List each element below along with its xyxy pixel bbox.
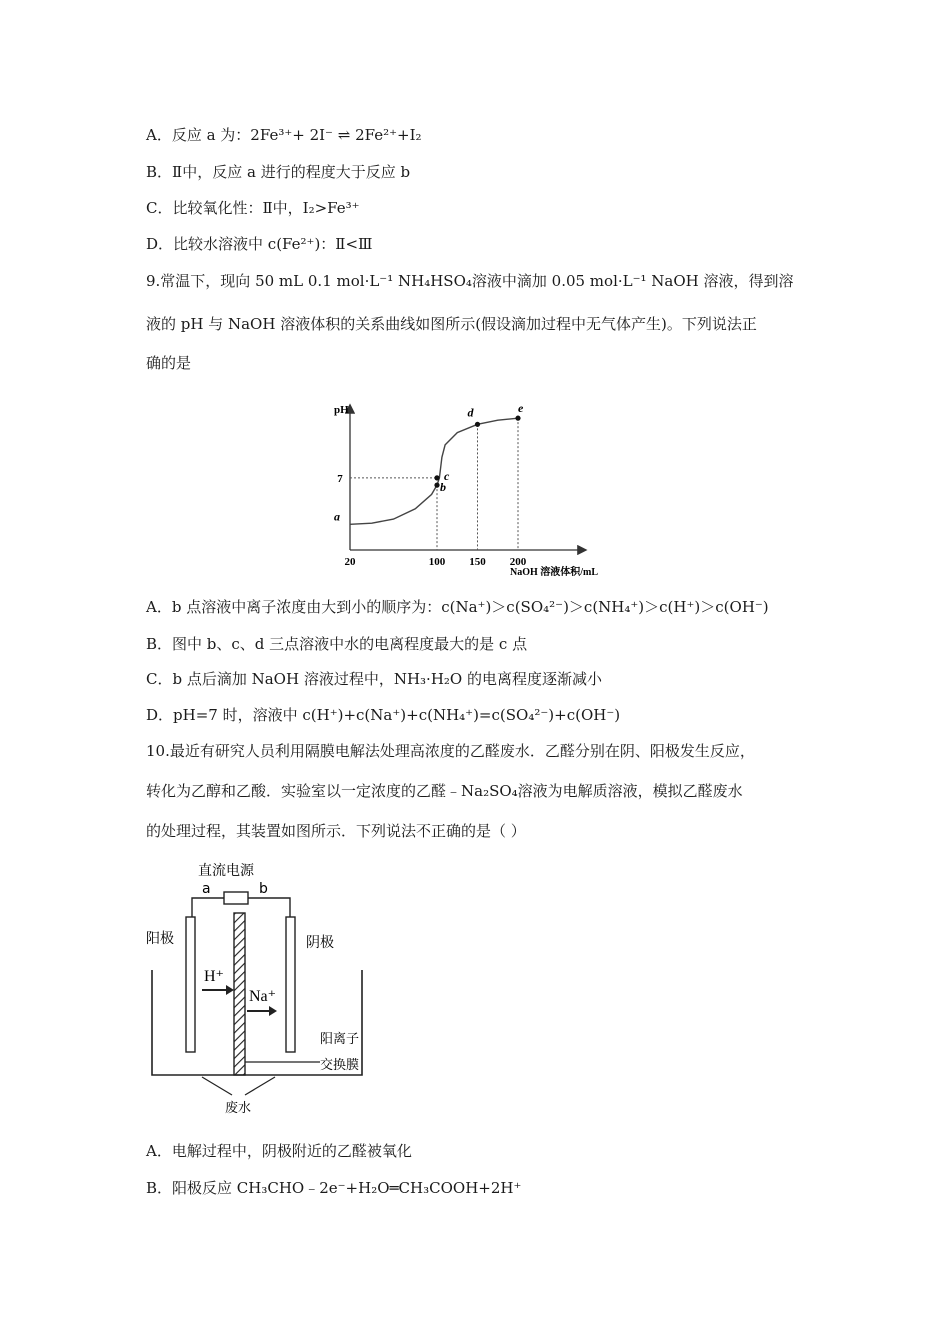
q10-stem-line1: 10.最近有研究人员利用隔膜电解法处理高浓度的乙醛废水．乙醛分别在阴、阳极发生反应，	[146, 742, 755, 760]
point-b-label: b	[440, 480, 446, 495]
resistor	[224, 892, 248, 904]
q9-option-c: C．b 点后滴加 NaOH 溶液过程中，NH₃·H₂O 的电离程度逐渐减小	[146, 670, 602, 688]
x-axis-label: NaOH 溶液体积/mL	[510, 567, 599, 578]
q9-option-d: D．pH=7 时，溶液中 c(H⁺)+c(Na⁺)+c(NH₄⁺)=c(SO₄²⁻)+c(OH⁻)	[146, 706, 621, 724]
q9-stem-line3: 确的是	[146, 354, 192, 372]
membrane-label-line1: 阳离子	[320, 1032, 360, 1047]
x-tick-label: 150	[469, 556, 486, 568]
point-e	[515, 416, 520, 421]
q9-stem-line1: 9.常温下，现向 50 mL 0.1 mol·L⁻¹ NH₄HSO₄溶液中滴加 0.05 mol·L⁻¹ NaOH 溶液，得到溶	[146, 272, 794, 290]
wastewater-pointer-left	[202, 1077, 232, 1095]
q8-option-d: D．比较水溶液中 c(Fe²⁺)：Ⅱ<Ⅲ	[146, 235, 373, 253]
anode-electrode	[186, 917, 195, 1052]
point-e-label: e	[518, 401, 524, 416]
cathode-label: 阴极	[306, 935, 334, 951]
point-d	[475, 422, 480, 427]
x-tick-label: 200	[509, 556, 527, 568]
power-label: 直流电源	[198, 863, 254, 879]
cathode-electrode	[286, 917, 295, 1052]
point-c-label: c	[444, 468, 450, 483]
wastewater-label: 废水	[225, 1101, 252, 1116]
point-c	[434, 475, 439, 480]
q9-option-a: A．b 点溶液中离子浓度由大到小的顺序为：c(Na⁺)＞c(SO₄²⁻)＞c(NH₄⁺)＞c(H⁺)＞c(OH⁻)	[146, 598, 769, 616]
q10-option-b: B．阳极反应 CH₃CHO﹣2e⁻+H₂O═CH₃COOH+2H⁺	[146, 1179, 522, 1197]
point-d-label: d	[467, 405, 474, 420]
point-a-label: a	[334, 509, 340, 524]
cation-exchange-membrane	[234, 913, 245, 1075]
q8-option-c: C．比较氧化性：Ⅱ中，I₂>Fe³⁺	[146, 199, 360, 217]
q10-option-a: A．电解过程中，阴极附近的乙醛被氧化	[146, 1142, 412, 1160]
anode-label: 阳极	[146, 931, 174, 947]
wire-left	[192, 898, 224, 930]
h-ion-label: H⁺	[204, 968, 224, 985]
q9-option-b: B．图中 b、c、d 三点溶液中水的电离程度最大的是 c 点	[146, 635, 528, 653]
x-tick-label: 20	[344, 556, 356, 568]
x-tick-label: 100	[428, 556, 446, 568]
y-tick-label: 7	[337, 472, 343, 485]
wastewater-pointer-right	[245, 1077, 275, 1095]
ph-titration-chart	[320, 388, 620, 584]
q9-stem-line2: 液的 pH 与 NaOH 溶液体积的关系曲线如图所示(假设滴加过程中无气体产生)。下列说法正	[146, 315, 757, 333]
q8-option-b: B．Ⅱ中，反应 a 进行的程度大于反应 b	[146, 163, 411, 181]
q10-stem-line2: 转化为乙醇和乙酸．实验室以一定浓度的乙醛﹣Na₂SO₄溶液为电解质溶液，模拟乙醛废水	[146, 782, 743, 800]
q8-option-a: A．反应 a 为：2Fe³⁺+ 2I⁻ ⇌ 2Fe²⁺+I₂	[146, 126, 422, 144]
y-axis-label: pH	[334, 404, 349, 416]
na-ion-label: Na⁺	[249, 988, 277, 1005]
ph-curve	[350, 418, 518, 524]
electrolysis-diagram	[140, 855, 380, 1120]
wire-right	[248, 898, 290, 930]
terminal-b-label: b	[259, 881, 268, 897]
terminal-a-label: a	[202, 881, 211, 897]
point-b	[434, 483, 439, 488]
q10-stem-line3: 的处理过程，其装置如图所示．下列说法不正确的是（ ）	[146, 822, 526, 840]
membrane-label-line2: 交换膜	[320, 1058, 360, 1073]
